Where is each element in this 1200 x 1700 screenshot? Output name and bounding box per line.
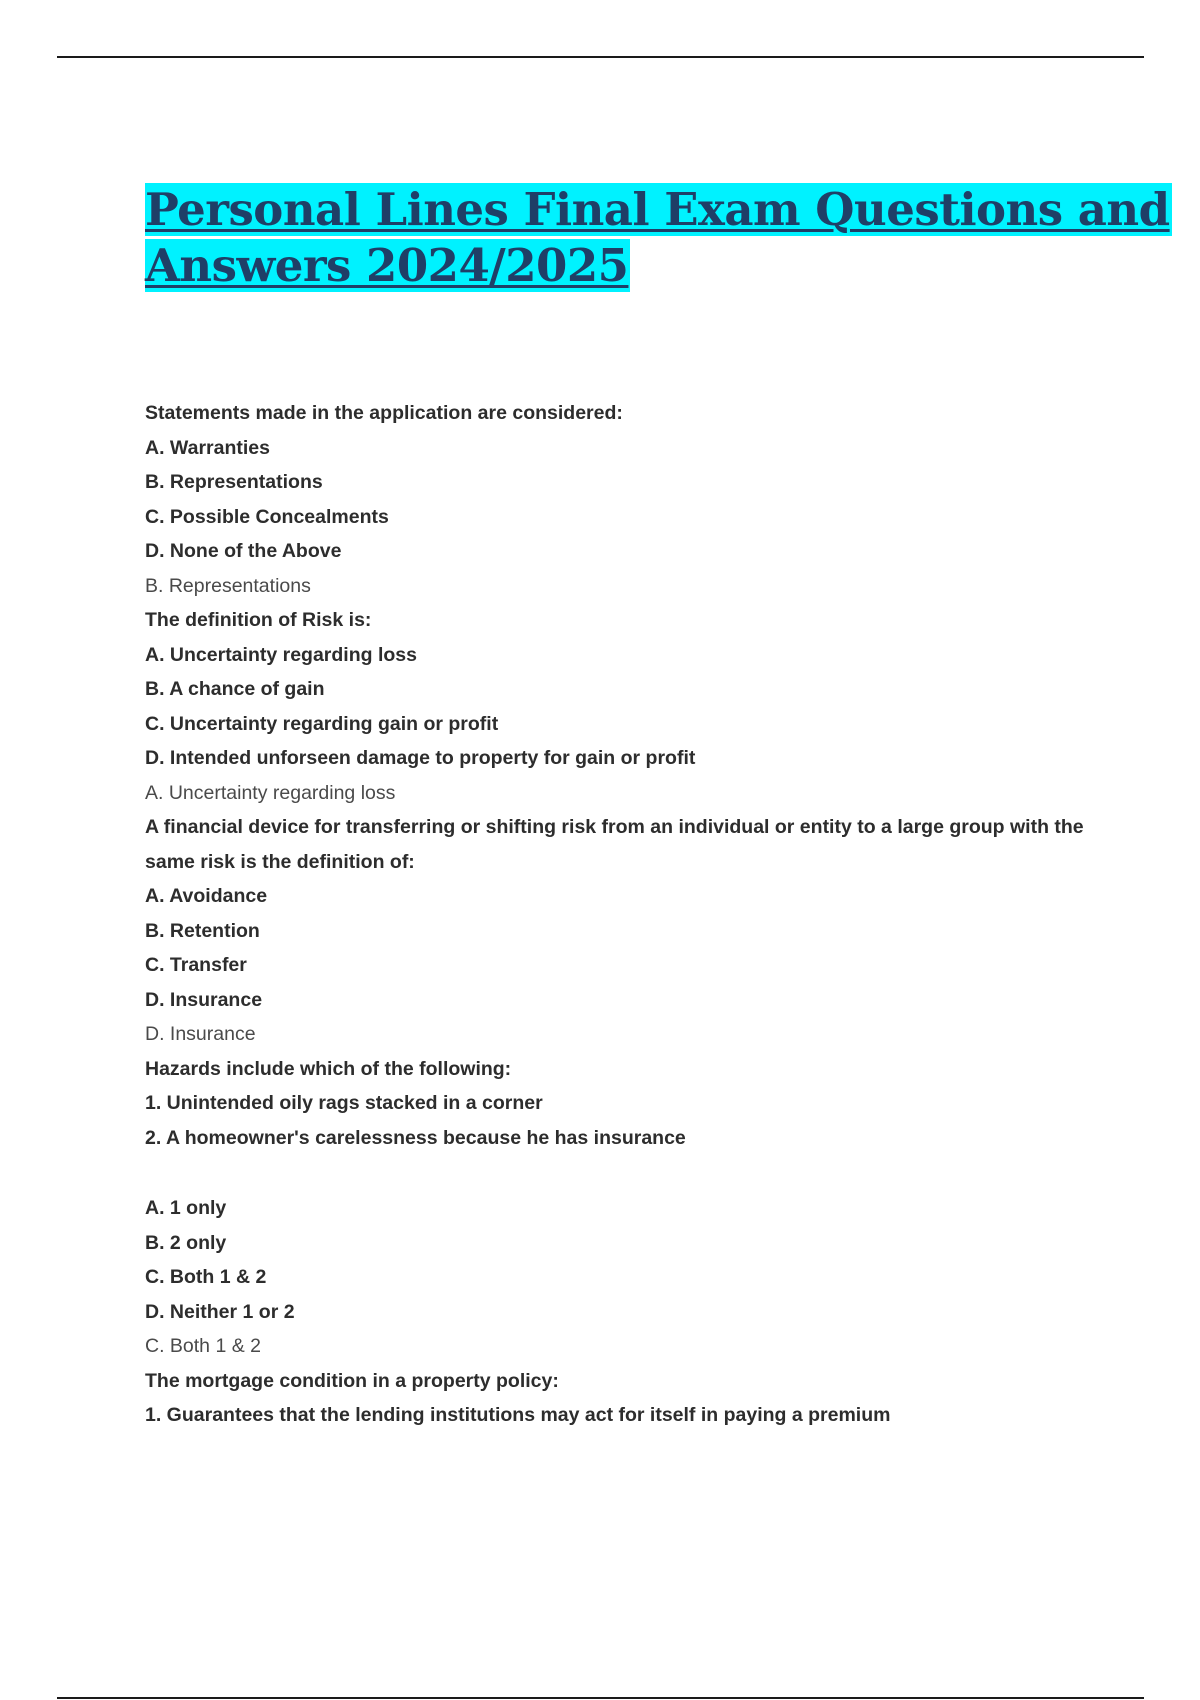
answer-text: A. Uncertainty regarding loss bbox=[145, 781, 396, 804]
option-c: C. Uncertainty regarding gain or profit bbox=[145, 712, 499, 735]
blank-line bbox=[145, 1155, 1095, 1191]
option-b: B. Retention bbox=[145, 919, 260, 942]
statement-1: 1. Guarantees that the lending institutions may act for itself in paying a premium bbox=[145, 1404, 891, 1426]
header-rule bbox=[57, 56, 1144, 58]
answer-text: B. Representations bbox=[145, 574, 311, 597]
option-b: B. Representations bbox=[145, 471, 323, 493]
option-d: D. Intended unforseen damage to property for gain or profit bbox=[145, 747, 696, 769]
title-line-2: Answers 2024/2025 bbox=[145, 239, 629, 292]
question-list bbox=[145, 396, 1095, 1433]
question-text: A financial device for transferring or shifting risk from an individual or entity to a large group with the same risk is the definition of: bbox=[145, 816, 1084, 873]
option-a: A. 1 only bbox=[145, 1197, 227, 1219]
statement-2: 2. A homeowner's carelessness because he has insurance bbox=[145, 1126, 686, 1149]
answer-text: C. Both 1 & 2 bbox=[145, 1335, 261, 1357]
title-line-1: Personal Lines Final Exam Questions and bbox=[145, 183, 1170, 236]
footer-rule bbox=[57, 1697, 1144, 1699]
option-c: C. Transfer bbox=[145, 954, 247, 976]
answer-text: D. Insurance bbox=[145, 1023, 256, 1045]
option-b: B. 2 only bbox=[145, 1231, 227, 1254]
question-text: Statements made in the application are considered: bbox=[145, 402, 623, 424]
option-d: D. Neither 1 or 2 bbox=[145, 1300, 295, 1323]
option-a: A. Warranties bbox=[145, 436, 270, 459]
option-a: A. Uncertainty regarding loss bbox=[145, 643, 417, 666]
option-b: B. A chance of gain bbox=[145, 678, 325, 700]
option-d: D. Insurance bbox=[145, 988, 263, 1011]
question-text: Hazards include which of the following: bbox=[145, 1057, 512, 1080]
option-d: D. None of the Above bbox=[145, 540, 342, 562]
option-c: C. Possible Concealments bbox=[145, 505, 389, 528]
option-c: C. Both 1 & 2 bbox=[145, 1266, 267, 1288]
statement-1: 1. Unintended oily rags stacked in a corner bbox=[145, 1092, 543, 1114]
document-title bbox=[145, 182, 1172, 294]
question-text: The definition of Risk is: bbox=[145, 609, 372, 631]
question-text: The mortgage condition in a property policy: bbox=[145, 1369, 559, 1392]
option-a: A. Avoidance bbox=[145, 885, 268, 907]
